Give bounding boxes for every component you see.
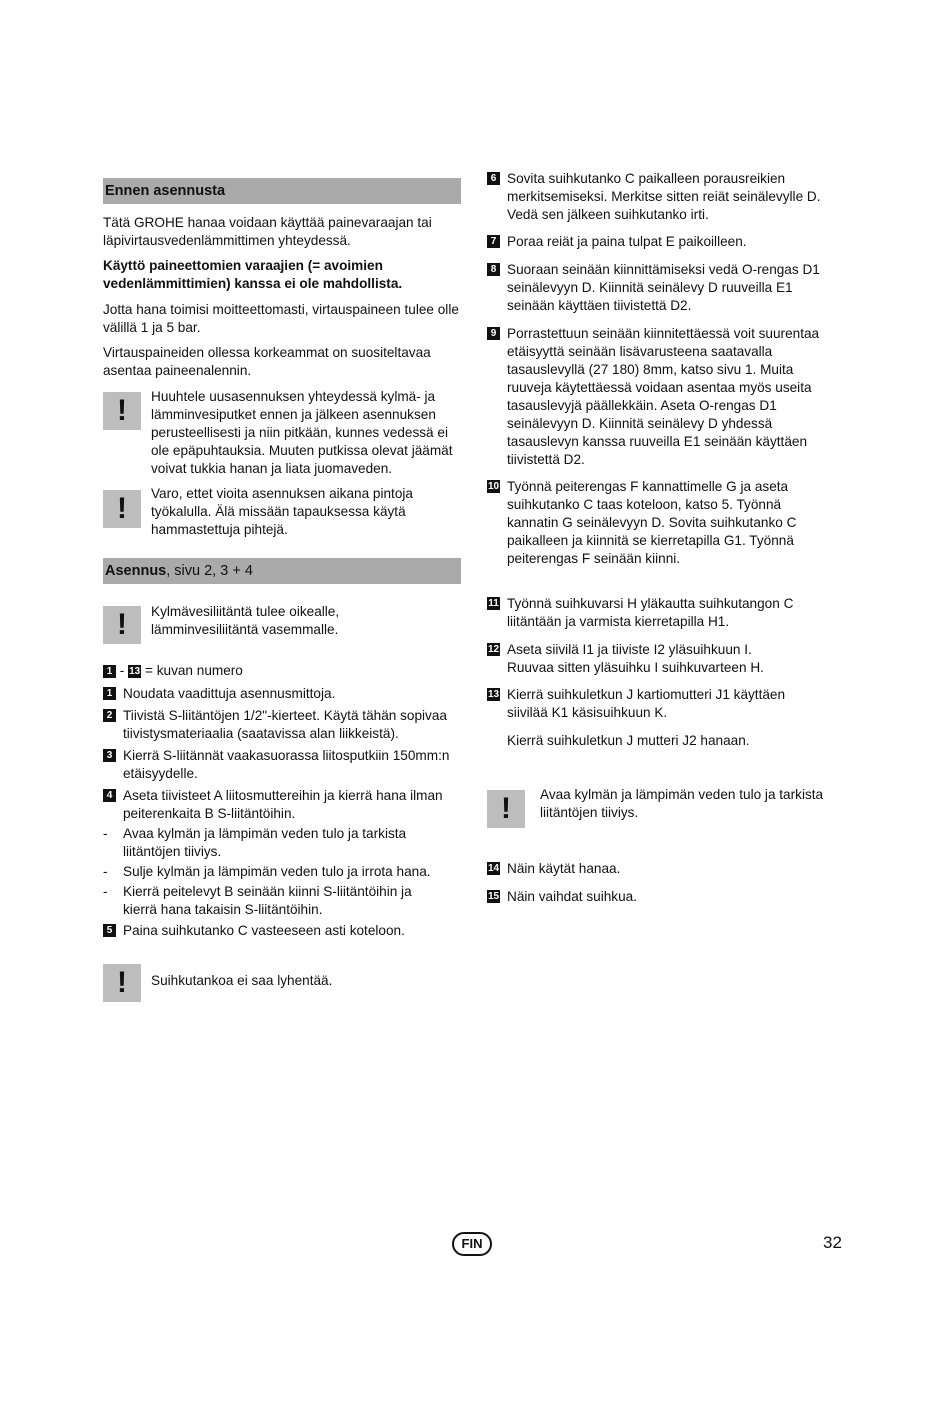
step-text: Työnnä suihkuvarsi H yläkautta suihkutangon C liitäntään ja varmista kierretapilla H1. xyxy=(507,596,794,629)
dash-item xyxy=(103,863,461,881)
figure-number-legend xyxy=(103,662,461,680)
step-item xyxy=(103,787,461,823)
legend-text: = kuvan numero xyxy=(145,663,243,678)
step-item xyxy=(487,641,847,677)
step-text: Noudata vaadittuja asennusmittoja. xyxy=(123,686,336,701)
dash-item xyxy=(103,883,461,919)
legend-separator: - xyxy=(119,663,125,678)
section-title: Ennen asennusta xyxy=(105,183,226,199)
step-item xyxy=(487,860,847,878)
intro-paragraph: Tätä GROHE hanaa voidaan käyttää painevaraajan tai läpivirtausvedenlämmittimen yhteydessä. xyxy=(103,215,432,248)
step-number-badge: 13 xyxy=(129,666,141,677)
exclamation-icon: ! xyxy=(103,490,141,528)
step-number-badge: 9 xyxy=(487,327,500,340)
exclamation-icon: ! xyxy=(103,606,141,644)
step-item xyxy=(103,747,461,783)
section-subtitle: , sivu 2, 3 + 4 xyxy=(166,563,253,579)
step-item xyxy=(103,707,461,743)
pressure-reducer-paragraph: Virtauspaineiden ollessa korkeammat on suositeltavaa asentaa paineenalennin. xyxy=(103,345,431,378)
language-badge: FIN xyxy=(452,1232,492,1256)
step-item xyxy=(103,685,461,703)
warning-tools-text: Varo, ettet vioita asennuksen aikana pintoja työkalulla. Älä missään tapauksessa käytä hammastettuja pihtejä. xyxy=(151,486,413,537)
section-title: Asennus xyxy=(105,563,167,579)
step-item xyxy=(487,686,847,722)
dash-text: Kierrä peitelevyt B seinään kiinni S-liitäntöihin ja kierrä hana takaisin S-liitäntöihin. xyxy=(123,884,412,917)
dash-bullet: - xyxy=(103,884,108,899)
step-number-badge: 13 xyxy=(488,689,500,700)
step-item xyxy=(103,922,461,940)
dash-text: Avaa kylmän ja lämpimän veden tulo ja tarkista liitäntöjen tiiviys. xyxy=(123,826,407,859)
step-text: Työnnä peiterengas F kannattimelle G ja aseta suihkutanko C taas koteloon, katso 5. Työnnä kannatin G seinälevyyn D. Sovita suihkutanko C paikalleen ja kiinnitä se kierretapilla G1. Työnnä peiterengas F seinään kiinni. xyxy=(507,479,797,566)
step-number-badge: 7 xyxy=(487,235,500,248)
warning-shorten-text: Suihkutankoa ei saa lyhentää. xyxy=(151,973,333,988)
step-text: Porrastettuun seinään kiinnitettäessä voit suurentaa etäisyyttä seinään lisävarusteena saatavalla tasauslevyllä (27 180) 8mm, katso sivu 1. Muita ruuveja käytettäessä voidaan asentaa myös useita tasauslevyjä päällekkäin. Aseta O-rengas D1 seinälevyyn D. Kiinnitä seinälevy D yhdessä tasauslevyn kanssa ruuveilla E1 seinään käyttäen tiivistettä D2. xyxy=(507,326,820,467)
exclamation-icon: ! xyxy=(103,392,141,430)
exclamation-icon: ! xyxy=(103,964,141,1002)
step-number-badge: 14 xyxy=(488,863,500,874)
warning-connections-text: Kylmävesiliitäntä tulee oikealle, lämminvesiliitäntä vasemmalle. xyxy=(151,604,340,637)
dash-item xyxy=(103,825,461,861)
step-text: Poraa reiät ja paina tulpat E paikoilleen. xyxy=(507,234,747,249)
step-text: Paina suihkutanko C vasteeseen asti koteloon. xyxy=(123,923,405,938)
warning-flush-text: Huuhtele uusasennuksen yhteydessä kylmä- ja lämminvesiputket ennen ja jälkeen asennuksen perusteellisesti ja niin pitkään, kunnes vedessä ei ole epäpuhtauksia. Muuten putkissa olevat jäämät voivat tukkia hanan ja liata juomaveden. xyxy=(151,389,453,476)
step-number-badge: 15 xyxy=(488,891,500,902)
step-item xyxy=(487,233,847,251)
step-item xyxy=(487,261,847,315)
step-text: Kierrä suihkuletkun J kartiomutteri J1 käyttäen siivilää K1 käsisuihkuun K. xyxy=(507,687,786,720)
step-text: Näin käytät hanaa. xyxy=(507,861,621,876)
dash-text: Sulje kylmän ja lämpimän veden tulo ja irrota hana. xyxy=(123,864,431,879)
step-number-badge: 1 xyxy=(103,687,116,700)
step-text: Kierrä S-liitännät vaakasuorassa liitosputkiin 150mm:n etäisyydelle. xyxy=(123,748,450,781)
step-text: Tiivistä S-liitäntöjen 1/2"-kierteet. Käytä tähän sopivaa tiivistysmateriaalia (saatavissa alan liikkeistä). xyxy=(123,708,447,741)
step-number-badge: 3 xyxy=(103,749,116,762)
step-number-badge: 4 xyxy=(103,789,116,802)
step-number-badge: 5 xyxy=(103,924,116,937)
step-item xyxy=(487,595,847,631)
step-text: Suoraan seinään kiinnittämiseksi vedä O-rengas D1 seinälevyyn D. Kiinnitä seinälevy D ruuveilla E1 seinään käyttäen tiivistettä D2. xyxy=(507,262,820,313)
step-number-badge: 2 xyxy=(103,709,116,722)
flow-pressure-paragraph: Jotta hana toimisi moitteettomasti, virtauspaineen tulee olle välillä 1 ja 5 bar. xyxy=(103,302,459,335)
step-number-badge: 12 xyxy=(488,644,500,655)
step-text: Sovita suihkutanko C paikalleen porausreikien merkitsemiseksi. Merkitse sitten reiät seinälevylle D. Vedä sen jälkeen suihkutanko irti. xyxy=(507,171,821,222)
step-text: Aseta tiivisteet A liitosmuttereihin ja kierrä hana ilman peiterenkaita B S-liitäntöihin. xyxy=(123,788,443,821)
step-item xyxy=(487,888,847,906)
step-item xyxy=(487,170,847,224)
warning-leak-check-text: Avaa kylmän ja lämpimän veden tulo ja tarkista liitäntöjen tiiviys. xyxy=(540,787,824,820)
dash-bullet: - xyxy=(103,826,108,841)
step-number-badge: 8 xyxy=(487,263,500,276)
step-item xyxy=(487,478,847,586)
step-text-continued: Kierrä suihkuletkun J mutteri J2 hanaan. xyxy=(507,733,750,748)
section-header-before-install xyxy=(103,178,461,204)
step-number-badge: 11 xyxy=(488,598,499,609)
step-item xyxy=(487,325,847,469)
step-text: Näin vaihdat suihkua. xyxy=(507,889,637,904)
exclamation-icon: ! xyxy=(487,790,525,828)
dash-bullet: - xyxy=(103,864,108,879)
page-number: 32 xyxy=(823,1233,842,1252)
step-number-badge: 6 xyxy=(487,172,500,185)
unpressurized-note: Käyttö paineettomien varaajien (= avoimien vedenlämmittimien) kanssa ei ole mahdollista. xyxy=(103,258,403,291)
step-number-badge: 10 xyxy=(488,481,500,492)
section-header-installation xyxy=(103,558,461,584)
step-text: Aseta siivilä I1 ja tiiviste I2 yläsuihkuun I. Ruuvaa sitten yläsuihku I suihkuvarteen H. xyxy=(507,642,764,675)
step-number-badge: 1 xyxy=(103,665,116,678)
